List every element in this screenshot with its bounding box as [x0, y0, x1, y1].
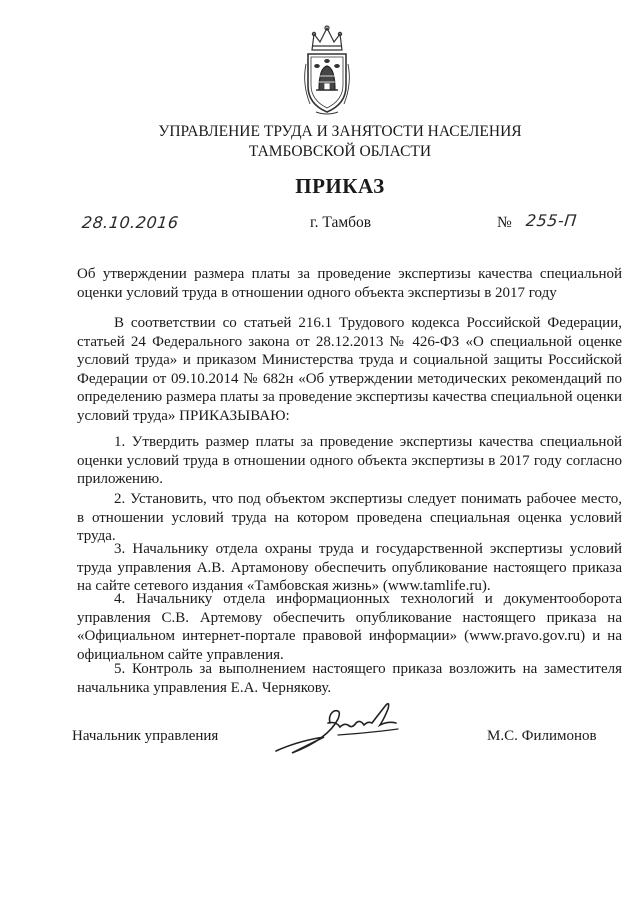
- order-item-1: 1. Утвердить размер платы за проведение экспертизы качества специальной оценки условий труда в отношении одного объекта экспертизы в 2017 году согласно приложению.: [77, 434, 622, 488]
- organization-name-line1: УПРАВЛЕНИЕ ТРУДА И ЗАНЯТОСТИ НАСЕЛЕНИЯ: [158, 123, 522, 140]
- signatory-name: М.С. Филимонов: [487, 728, 597, 744]
- order-item-2: 2. Установить, что под объектом экспертизы следует понимать рабочее место, в отношении условий труда на котором проведена специальная оценка условий труда.: [77, 491, 622, 545]
- signatory-position: Начальник управления: [72, 728, 219, 744]
- order-number-handwritten: 255-П: [525, 211, 578, 230]
- order-number-sign: №: [497, 214, 512, 231]
- order-item-4: 4. Начальнику отдела информационных технологий и документооборота управления С.В. Артемову обеспечить опубликование настоящего приказа на «Официальном интернет-портале правовой информации» (www.pravo.gov.ru) и на официальном сайте управления.: [77, 591, 622, 663]
- handwritten-signature: [268, 693, 428, 763]
- order-item-5: 5. Контроль за выполнением настоящего приказа возложить на заместителя начальника управления Е.А. Чернякову.: [77, 661, 622, 696]
- document-type-title: ПРИКАЗ: [295, 174, 385, 198]
- coat-of-arms-icon: [300, 24, 354, 116]
- order-subject: Об утверждении размера платы за проведение экспертизы качества специальной оценки условий труда в отношении одного объекта экспертизы в 2017 году: [77, 266, 622, 301]
- preamble-paragraph: В соответствии со статьей 216.1 Трудового кодекса Российской Федерации, статьей 24 Федерального закона от 28.12.2013 № 426-ФЗ «О специальной оценке условий труда» и приказом Министерства труда и социальной защиты Российской Федерации от 09.10.2014 № 682н «Об утверждении методических рекомендаций по определению размера платы за проведение экспертизы качества специальной оценки условий труда» ПРИКАЗЫВАЮ:: [77, 315, 622, 424]
- order-city: г. Тамбов: [310, 214, 372, 231]
- order-date-handwritten: 28.10.2016: [81, 213, 180, 232]
- organization-name-line2: ТАМБОВСКОЙ ОБЛАСТИ: [248, 143, 432, 160]
- order-item-3: 3. Начальнику отдела охраны труда и государственной экспертизы условий труда управления А.В. Артамонову обеспечить опубликование настоящего приказа на сайте сетевого издания «Тамбовская жизнь» (www.tamlife.ru).: [77, 541, 622, 595]
